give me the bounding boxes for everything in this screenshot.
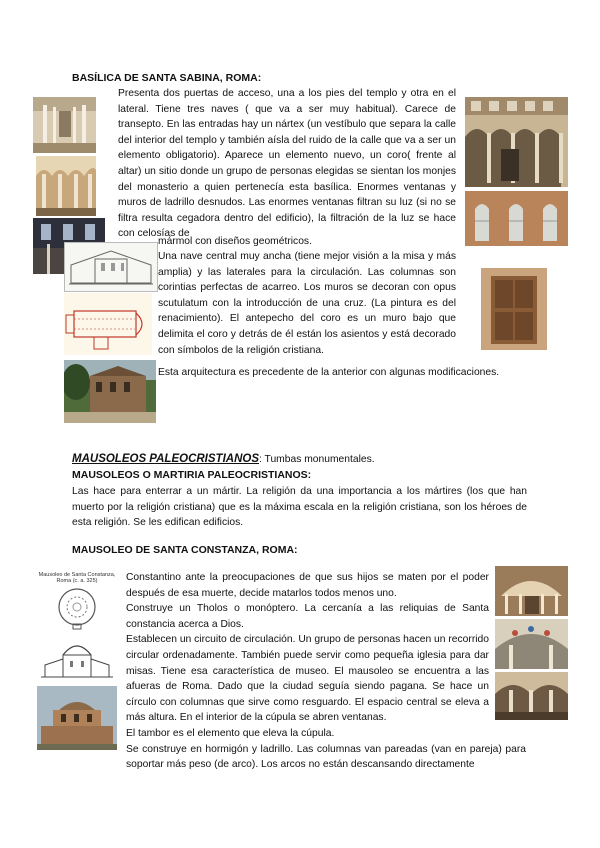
section-heading-martiria: MAUSOLEOS O MARTIRIA PALEOCRISTIANOS: — [72, 469, 312, 481]
diagram-santa-constanza-section — [37, 633, 117, 681]
mausoleos-title: MAUSOLEOS PALEOCRISTIANOS — [72, 453, 259, 465]
diagram-santa-constanza-plan — [37, 570, 117, 630]
santa-constanza-paragraph: Constantino ante la preocupaciones de que sus hijos se maten por el poder después de esa muerte, decide matarlos todos menos uno. — [126, 572, 489, 599]
diagram-basilica-plan — [64, 293, 152, 355]
paragraph-martiria: Las hace para enterrar a un mártir. La religión da una importancia a los mártires (los que han muerto por la religión cristiana) que es la máxima escala en la religión cristiana, son los héroes de esta religión. Se les edifican edificios. — [72, 486, 527, 529]
santa-constanza-text — [126, 570, 526, 773]
photo-santa-constanza-exterior — [37, 686, 117, 750]
santa-constanza-paragraph: El tambor es el elemento que eleva la cúpula. — [126, 727, 335, 739]
section-heading-santa-constanza: MAUSOLEO DE SANTA CONSTANZA, ROMA: — [72, 544, 298, 556]
section-title-mausoleos — [72, 453, 375, 465]
diagram-basilica-elevation — [64, 242, 158, 292]
paragraph-santa-sabina-b: Una nave central muy ancha (tiene mejor visión a la misa y más amplia) y las laterales para la circulación. Las columnas son corintias perfectas de acarreo. Los muros se decoran con opus scutulatum con la introducción de una cruz. (La pintura es del renacimiento). El antepecho del coro es un muro bajo que delimita el coro y detrás de él están los asientos y está decorado con símbolos de la religión cristiana. — [158, 251, 456, 356]
photo-basilica-door — [481, 268, 547, 350]
photo-basilica-portico — [465, 97, 568, 187]
plan-caption: Mausoleo de Santa Constanza, Roma (c. a. 325) — [38, 572, 116, 584]
photo-santa-constanza-interior — [495, 566, 568, 616]
paragraph-santa-sabina-a: Presenta dos puertas de acceso, una a los pies del templo y otra en el lateral. Tiene tres naves ( que va a ser muy habitual). Carece de transepto. En las entradas hay un nártex (un vestíbulo que separa la calle del interior del templo y también aísla del ruido de la calle que va a ser un elemento obligatorio). Aparece un elemento nuevo, un coro( frente al altar) un sitio donde un grupo de personas elegidas se sientan los monjes del monasterio a quien pertenecía esta basílica. Enormes ventanas y muros de ladrillo desnudos. Las enormes ventanas filtran su luz (si no se filtra resulta cegadora dentro del edificio), la filtración de la luz se hace con celosías de — [118, 88, 456, 240]
santa-constanza-paragraph: Se construye en hormigón y ladrillo. Las columnas van pareadas (van en pareja) para soportar más peso (de arco). Los arcos no están descansando directamente — [126, 743, 526, 771]
photo-basilica-windows — [465, 191, 568, 246]
photo-santa-constanza-ambulatory — [495, 672, 568, 720]
santa-constanza-paragraph: Construye un Tholos o monóptero. La cercanía a las reliquias de Santa constancia acerca a Dios. — [126, 603, 489, 630]
photo-basilica-exterior — [64, 360, 156, 423]
section-heading-santa-sabina: BASÍLICA DE SANTA SABINA, ROMA: — [72, 72, 262, 84]
photo-santa-constanza-vault — [495, 619, 568, 669]
paragraph-santa-sabina-a-end: mármol con diseños geométricos. — [158, 236, 312, 247]
photo-basilica-colonnade — [36, 156, 96, 216]
santa-constanza-paragraph: Establecen un circuito de circulación. Un grupo de personas hacen un recorrido circular ordenadamente. También puede servir como pequeña iglesia para dar misas. Tiene esa característica de museo. El mausoleo se encuentra a las afueras de Roma. Dado que la ciudad seguía siendo pagana. Se hace un círculo con columnas que sirve como resguardo. El espacio central se eleva a más altura. En el interior de la cúpula se abren ventanas. — [126, 634, 489, 724]
mausoleos-title-suffix: : Tumbas monumentales. — [259, 454, 375, 465]
paragraph-santa-sabina-c: Esta arquitectura es precedente de la anterior con algunas modificaciones. — [158, 367, 500, 378]
photo-basilica-nave — [33, 97, 96, 153]
